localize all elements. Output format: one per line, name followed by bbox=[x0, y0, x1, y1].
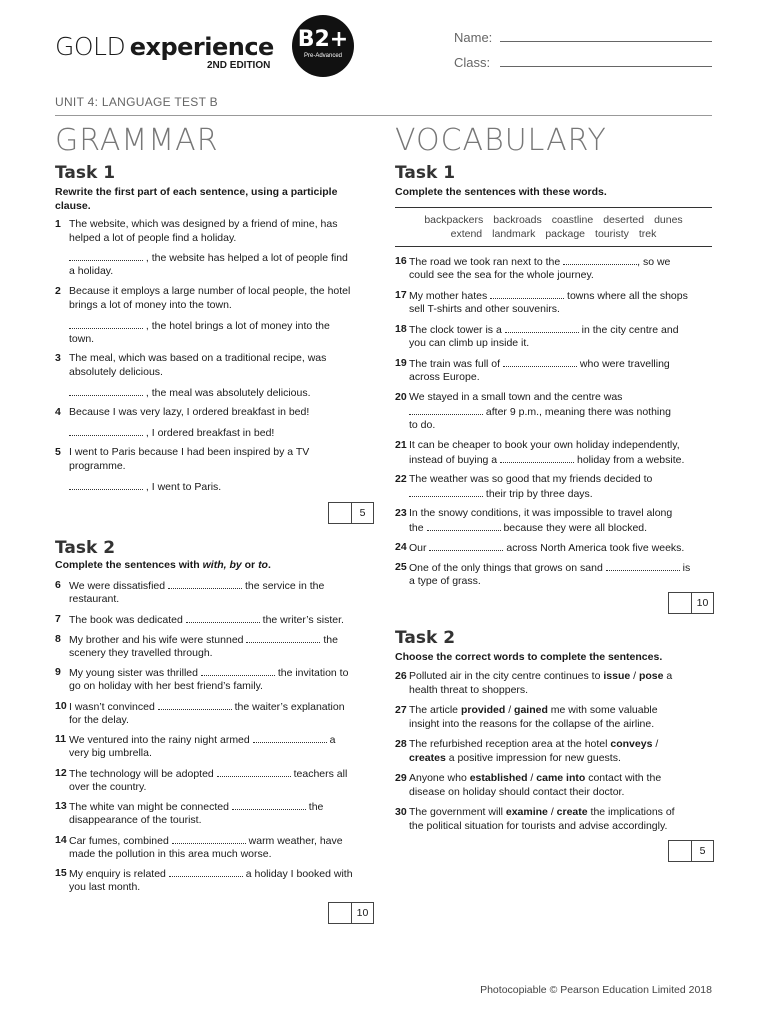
item-number: 29 bbox=[395, 772, 407, 784]
item-number: 30 bbox=[395, 806, 407, 818]
vocab-task1-list bbox=[395, 254, 715, 587]
item-text: The website, which was designed by a friend of mine, has bbox=[69, 218, 338, 230]
grammar-task2-instruction: Complete the sentences with with, by or to. bbox=[55, 559, 271, 571]
item-text: you last month. bbox=[69, 881, 141, 893]
item-number: 1 bbox=[55, 218, 61, 230]
item-number: 26 bbox=[395, 670, 407, 682]
item-text: The train was full of bbox=[409, 358, 501, 370]
item-number: 28 bbox=[395, 738, 407, 750]
vocab-task2-title: Task 2 bbox=[395, 628, 456, 648]
answer-blank[interactable] bbox=[201, 665, 275, 676]
item-text: instead of buying a bbox=[409, 454, 498, 466]
item-text: because they were all blocked. bbox=[503, 522, 648, 534]
score-entry[interactable] bbox=[329, 503, 352, 523]
answer-blank[interactable] bbox=[69, 318, 143, 329]
item-number: 7 bbox=[55, 612, 61, 625]
vocabulary-title: VOCABULARY bbox=[395, 123, 607, 158]
item-text: the implications of bbox=[587, 806, 675, 818]
item-number: 20 bbox=[395, 391, 407, 403]
grammar-task2-title: Task 2 bbox=[55, 538, 116, 558]
class-label: Class: bbox=[454, 55, 491, 70]
level-badge bbox=[292, 15, 354, 77]
item-text: the political situation for tourists and advise accordingly. bbox=[409, 820, 668, 832]
badge-subtitle: Pre-Advanced bbox=[303, 53, 343, 59]
item-text: The article bbox=[409, 704, 461, 716]
item-text: Polluted air in the city centre continues to bbox=[409, 670, 604, 682]
answer-blank[interactable] bbox=[253, 732, 327, 743]
item-text: sell T-shirts and other souvenirs. bbox=[409, 303, 560, 315]
item-text: My mother hates bbox=[409, 290, 488, 302]
item-text: disappearance of the tourist. bbox=[69, 814, 202, 826]
score-total: 5 bbox=[359, 507, 366, 519]
option-b[interactable]: pose bbox=[638, 670, 664, 682]
answer-blank[interactable] bbox=[69, 250, 143, 261]
item-number: 10 bbox=[55, 699, 67, 712]
item-number: 25 bbox=[395, 561, 407, 573]
item-number: 9 bbox=[55, 666, 61, 678]
answer-blank[interactable] bbox=[505, 322, 579, 333]
item-number: 11 bbox=[55, 733, 67, 745]
answer-blank[interactable] bbox=[246, 632, 320, 643]
item-text: restaurant. bbox=[69, 593, 120, 605]
option-b[interactable]: gained bbox=[514, 704, 548, 716]
item-text: The government will bbox=[409, 806, 506, 818]
item-text: a bbox=[329, 734, 336, 746]
item-text: to do. bbox=[409, 419, 436, 431]
item-text: Car fumes, combined bbox=[69, 834, 169, 847]
item-text: Our bbox=[409, 542, 427, 554]
copyright-footer: Photocopiable © Pearson Education Limited 2018 bbox=[480, 984, 712, 996]
item-number: 2 bbox=[55, 285, 61, 297]
item-text: over the country. bbox=[69, 780, 147, 793]
item-text: The clock tower is a bbox=[409, 324, 502, 336]
item-text: scenery they travelled through. bbox=[69, 646, 213, 659]
grammar-task1-instruction: Rewrite the first part of each sentence, using a participle clause. bbox=[55, 186, 338, 212]
item-text: made the pollution in this area much worse. bbox=[69, 847, 272, 860]
option-a[interactable]: established bbox=[469, 772, 528, 784]
item-text: The white van might be connected bbox=[69, 801, 229, 813]
item-text: My brother and his wife were stunned bbox=[69, 633, 244, 646]
item-text: a type of grass. bbox=[409, 575, 481, 587]
vocab-task1-title: Task 1 bbox=[395, 163, 456, 183]
word-bank-word: backroads bbox=[493, 214, 542, 226]
item-text: disease on holiday should contact their doctor. bbox=[409, 786, 625, 798]
item-text: My enquiry is related bbox=[69, 868, 166, 880]
item-text: the bbox=[308, 801, 324, 813]
item-text: helped a lot of people find a holiday. bbox=[69, 232, 237, 244]
vocab-task2-instruction: Choose the correct words to complete the sentences. bbox=[395, 651, 663, 663]
item-text: , I went to Paris. bbox=[145, 481, 222, 493]
item-text: brings a lot of money into the town. bbox=[69, 299, 232, 311]
item-text: go on holiday with her best friend’s family. bbox=[69, 680, 263, 692]
item-text: Because it employs a large number of local people, the hotel bbox=[69, 285, 351, 297]
item-text: health threat to shoppers. bbox=[409, 684, 529, 696]
item-text: I went to Paris because I had been inspired by a TV bbox=[69, 446, 310, 458]
answer-blank[interactable] bbox=[186, 612, 260, 623]
item-text: a bbox=[663, 670, 673, 682]
item-text: after 9 p.m., meaning there was nothing bbox=[485, 406, 671, 418]
grammar-task2-list bbox=[55, 578, 375, 898]
item-text: contact with the bbox=[585, 772, 662, 784]
word-bank-row bbox=[395, 213, 712, 227]
item-text: the bbox=[323, 633, 338, 646]
word-bank bbox=[395, 207, 712, 247]
item-number: 17 bbox=[395, 289, 407, 301]
score-box bbox=[328, 902, 374, 924]
item-text: We stayed in a small town and the centre was bbox=[409, 391, 623, 403]
answer-blank[interactable] bbox=[232, 799, 306, 810]
grammar-task1-list bbox=[55, 217, 375, 497]
vocab-task1-instruction: Complete the sentences with these words. bbox=[395, 186, 607, 198]
answer-blank[interactable] bbox=[169, 866, 243, 877]
item-text: a holiday. bbox=[69, 265, 114, 277]
word-bank-word: package bbox=[545, 228, 586, 240]
item-text: is bbox=[682, 562, 691, 574]
score-total: 5 bbox=[699, 845, 706, 857]
badge-level: B2+ bbox=[297, 27, 349, 52]
answer-blank[interactable] bbox=[69, 425, 143, 436]
item-text: town. bbox=[69, 333, 95, 345]
item-text: My young sister was thrilled bbox=[69, 667, 198, 679]
score-total: 10 bbox=[356, 907, 369, 919]
item-text: , the hotel brings a lot of money into the bbox=[145, 320, 330, 332]
score-entry[interactable] bbox=[669, 841, 692, 861]
item-text: One of the only things that grows on sand bbox=[409, 562, 603, 574]
item-text: across Europe. bbox=[409, 371, 480, 383]
item-number: 8 bbox=[55, 632, 61, 645]
item-number: 18 bbox=[395, 323, 407, 335]
edition-label: 2ND EDITION bbox=[207, 60, 271, 71]
item-text: a positive impression for new guests. bbox=[445, 752, 621, 764]
item-text: for the delay. bbox=[69, 713, 129, 726]
item-number: 19 bbox=[395, 357, 407, 369]
word-bank-row bbox=[395, 227, 712, 241]
answer-blank[interactable] bbox=[500, 452, 574, 463]
unit-title: UNIT 4: LANGUAGE TEST B bbox=[55, 95, 218, 109]
item-number: 6 bbox=[55, 579, 61, 591]
name-label: Name: bbox=[454, 30, 493, 45]
word-bank-word: coastline bbox=[551, 214, 594, 226]
answer-blank[interactable] bbox=[172, 833, 246, 844]
word-bank-word: backpackers bbox=[424, 214, 484, 226]
item-number: 14 bbox=[55, 833, 67, 846]
item-text: the invitation to bbox=[277, 667, 349, 679]
answer-blank[interactable] bbox=[217, 766, 291, 777]
item-text: could see the sea for the whole journey. bbox=[409, 269, 594, 281]
grammar-task1-title: Task 1 bbox=[55, 163, 116, 183]
item-number: 23 bbox=[395, 507, 407, 519]
option-b[interactable]: came into bbox=[536, 772, 586, 784]
item-text: Anyone who bbox=[409, 772, 470, 784]
answer-blank[interactable] bbox=[503, 356, 577, 367]
answer-blank[interactable] bbox=[69, 385, 143, 396]
class-field[interactable] bbox=[500, 66, 712, 67]
item-text: Because I was very lazy, I ordered breakfast in bed! bbox=[69, 406, 310, 418]
grammar-title: GRAMMAR bbox=[55, 123, 219, 158]
name-field[interactable] bbox=[500, 41, 712, 42]
item-number: 15 bbox=[55, 867, 67, 879]
score-box bbox=[668, 840, 714, 862]
logo-experience-text: experience bbox=[129, 33, 274, 61]
word-bank-word: trek bbox=[638, 228, 657, 240]
score-box bbox=[668, 592, 714, 614]
item-number: 5 bbox=[55, 446, 61, 458]
item-number: 3 bbox=[55, 352, 61, 364]
item-text: , I ordered breakfast in bed! bbox=[145, 427, 275, 439]
vocab-task2-list: 26 Polluted air in the city centre continues to issue / pose a health threat to shoppers. 27 The article provided / gained me with some valuable insight into the reasons for the collapse of the airline. 28 The refurbished reception area at the hotel conveys / creates a positive impression for new guests. 29 Anyone who established / came into contact with the disease on holiday should contact their doctor. 30 The government will examine / create the implications of the political situation for tourists and advise accordingly. bbox=[395, 670, 675, 832]
item-text: , the website has helped a lot of people find bbox=[145, 252, 348, 264]
item-text: the service in the bbox=[244, 580, 325, 592]
item-text: in the city centre and bbox=[581, 324, 679, 336]
item-text: programme. bbox=[69, 460, 126, 472]
item-text: towns where all the shops bbox=[567, 290, 688, 302]
word-bank-word: deserted bbox=[603, 214, 645, 226]
answer-blank[interactable] bbox=[429, 540, 503, 551]
item-text: , so we bbox=[637, 256, 671, 268]
answer-blank[interactable] bbox=[158, 699, 232, 710]
item-text: I wasn’t convinced bbox=[69, 700, 155, 713]
item-text: the writer’s sister. bbox=[262, 613, 344, 626]
item-number: 27 bbox=[395, 704, 407, 716]
item-text: warm weather, have bbox=[248, 834, 343, 847]
word-bank-word: dunes bbox=[654, 214, 683, 226]
item-text: the waiter’s explanation bbox=[234, 700, 345, 713]
item-text: The road we took ran next to the bbox=[409, 256, 561, 268]
answer-blank[interactable] bbox=[409, 404, 483, 415]
item-number: 22 bbox=[395, 473, 407, 485]
option-b[interactable]: create bbox=[556, 806, 588, 818]
logo bbox=[55, 32, 274, 61]
score-entry[interactable] bbox=[669, 593, 692, 613]
option-a[interactable]: conveys bbox=[610, 738, 653, 750]
option-a[interactable]: issue bbox=[603, 670, 631, 682]
item-text: The refurbished reception area at the hotel bbox=[409, 738, 611, 750]
word-bank-word: landmark bbox=[492, 228, 536, 240]
item-text: In the snowy conditions, it was impossible to travel along bbox=[409, 507, 673, 519]
item-number: 21 bbox=[395, 439, 407, 451]
item-text: you can climb up inside it. bbox=[409, 337, 530, 349]
logo-gold-text: GOLD bbox=[55, 32, 126, 61]
item-text: the bbox=[409, 522, 424, 534]
item-number: 24 bbox=[395, 541, 407, 553]
option-a[interactable]: examine bbox=[505, 806, 548, 818]
item-text: teachers all bbox=[293, 767, 348, 780]
option-b[interactable]: creates bbox=[409, 752, 446, 764]
item-text: insight into the reasons for the collapse of the airline. bbox=[409, 718, 655, 730]
answer-blank[interactable] bbox=[490, 288, 564, 299]
item-text: The weather was so good that my friends decided to bbox=[409, 473, 653, 485]
score-box bbox=[328, 502, 374, 524]
item-text: We were dissatisfied bbox=[69, 580, 166, 592]
item-text: me with some valuable bbox=[547, 704, 658, 716]
item-text: absolutely delicious. bbox=[69, 366, 163, 378]
item-number: 13 bbox=[55, 800, 67, 812]
item-text: The book was dedicated bbox=[69, 613, 183, 626]
item-text: The meal, which was based on a traditional recipe, was bbox=[69, 352, 327, 364]
item-text: across North America took five weeks. bbox=[506, 542, 685, 554]
answer-blank[interactable] bbox=[168, 578, 242, 589]
item-number: 16 bbox=[395, 255, 407, 267]
score-entry[interactable] bbox=[329, 903, 352, 923]
score-total: 10 bbox=[696, 597, 709, 609]
option-a[interactable]: provided bbox=[460, 704, 506, 716]
item-text: , the meal was absolutely delicious. bbox=[145, 387, 311, 399]
item-text: It can be cheaper to book your own holiday independently, bbox=[409, 439, 680, 451]
answer-blank[interactable] bbox=[69, 479, 143, 490]
word-bank-word: touristy bbox=[595, 228, 629, 240]
item-text: holiday from a website. bbox=[577, 454, 685, 466]
item-text: The technology will be adopted bbox=[69, 767, 214, 780]
answer-blank[interactable] bbox=[427, 520, 501, 531]
answer-blank[interactable] bbox=[409, 486, 483, 497]
item-number: 4 bbox=[55, 406, 61, 418]
item-text: a holiday I booked with bbox=[245, 868, 353, 880]
item-text: who were travelling bbox=[579, 358, 670, 370]
item-text: very big umbrella. bbox=[69, 747, 152, 759]
item-text: We ventured into the rainy night armed bbox=[69, 734, 250, 746]
header-divider bbox=[55, 115, 712, 116]
answer-blank[interactable] bbox=[606, 560, 680, 571]
item-number: 12 bbox=[55, 766, 67, 779]
answer-blank[interactable] bbox=[563, 254, 637, 265]
item-text: their trip by three days. bbox=[485, 488, 593, 500]
word-bank-word: extend bbox=[450, 228, 483, 240]
